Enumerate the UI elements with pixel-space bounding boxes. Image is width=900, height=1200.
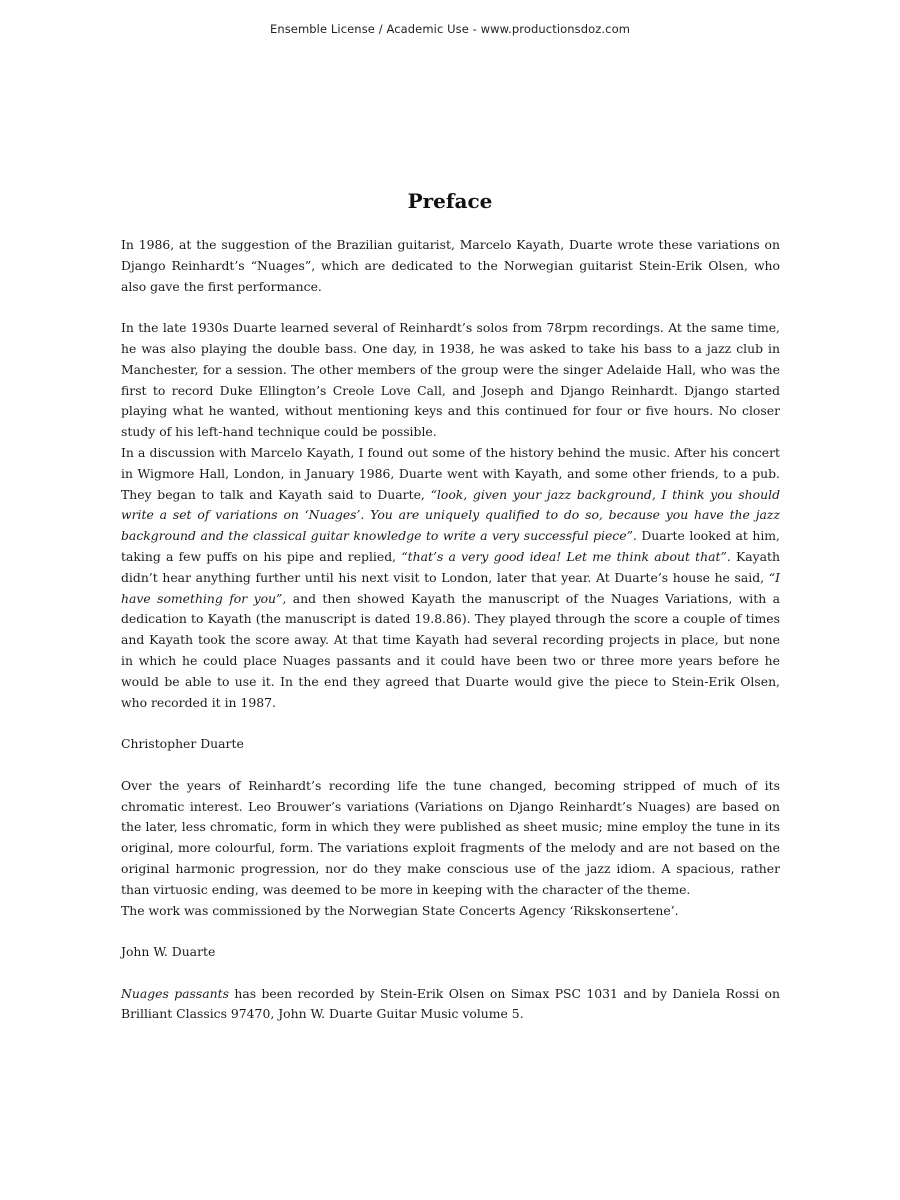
paragraph-commission: In 1986, at the suggestion of the Brazilian guitarist, Marcelo Kayath, Duarte wrote these variations on Django Reinhardt’s “Nuages”, which are dedicated to the Norwegian guitarist Stein-Erik Olsen, who also gave the first performance. <box>121 237 780 294</box>
license-header: Ensemble License / Academic Use - www.productionsdoz.com <box>269 22 631 36</box>
text-segment: Kayath didn’t hear anything further until his next visit to London, later that year. At Duarte’s house he said, <box>121 548 781 585</box>
paragraph-recordings <box>121 984 780 1026</box>
quote-segment: “look, given your jazz background, I think you should write a set of variations on ‘Nuages’. You are uniquely qualified to do so, because you have the jazz background and the classical guitar knowledge to write a very successful piece”. <box>121 486 781 544</box>
paragraph-kayath-discussion <box>121 443 780 713</box>
page-title: Preface <box>407 189 493 213</box>
paragraph-commissioned-by: The work was commissioned by the Norwegian State Concerts Agency ‘Rikskonsertene’. <box>121 902 679 918</box>
text-segment: In a discussion with Marcelo Kayath, I found out some of the history behind the music. After his concert in Wigmore Hall, London, in January 1986, Duarte went with Kayath, and some other friends, to a pub. They began to talk and Kayath said to Duarte, <box>121 444 780 502</box>
text-segment: and then showed Kayath the manuscript of the Nuages Variations, with a dedication to Kayath (the manuscript is dated 19.8.86). They played through the score a couple of times and Kayath took the score away. At that time Kayath had several recording projects in place, but none in which he could place Nuages passants and it could have been two or three more years before he would be able to use it. In the end they agreed that Duarte would give the piece to Stein-Erik Olsen, who recorded it in 1987. <box>121 590 780 710</box>
paragraph-reinhardt-history: In the late 1930s Duarte learned several of Reinhardt’s solos from 78rpm recordings. At the same time, he was also playing the double bass. One day, in 1938, he was asked to take his bass to a jazz club in Manchester, for a session. The other members of the group were the singer Adelaide Hall, who was the first to record Duke Ellington’s Creole Love Call, and Joseph and Django Reinhardt. Django started playing what he wanted, without mentioning keys and this continued for four or five hours. No closer study of his left-hand technique could be possible. <box>121 320 780 440</box>
text-segment: Duarte looked at him, taking a few puffs on his pipe and replied, <box>121 528 780 564</box>
paragraph-tune-changes: Over the years of Reinhardt’s recording life the tune changed, becoming stripped of much of its chromatic interest. Leo Brouwer’s variations (Variations on Django Reinhardt’s Nuages) are based on the later, less chromatic, form in which they were published as sheet music; mine employ the tune in its original, more colourful, form. The variations exploit fragments of the melody and are not based on the original harmonic progression, nor do they make conscious use of the jazz idiom. A spacious, rather than virtuosic ending, was deemed to be more in keeping with the character of the theme. <box>121 777 780 897</box>
quote-segment: “that’s a very good idea! Let me think about that”. <box>401 548 731 564</box>
signature-christopher-duarte: Christopher Duarte <box>121 736 244 752</box>
preface-body <box>121 235 780 1025</box>
quote-segment: “I have something for you”, <box>121 569 780 606</box>
work-title: Nuages passants <box>121 985 229 1001</box>
text-segment: has been recorded by Stein-Erik Olsen on Simax PSC 1031 and by Daniela Rossi on Brilliant Classics 97470, John W. Duarte Guitar Music volume 5. <box>121 985 780 1022</box>
signature-john-w-duarte: John W. Duarte <box>121 944 216 960</box>
